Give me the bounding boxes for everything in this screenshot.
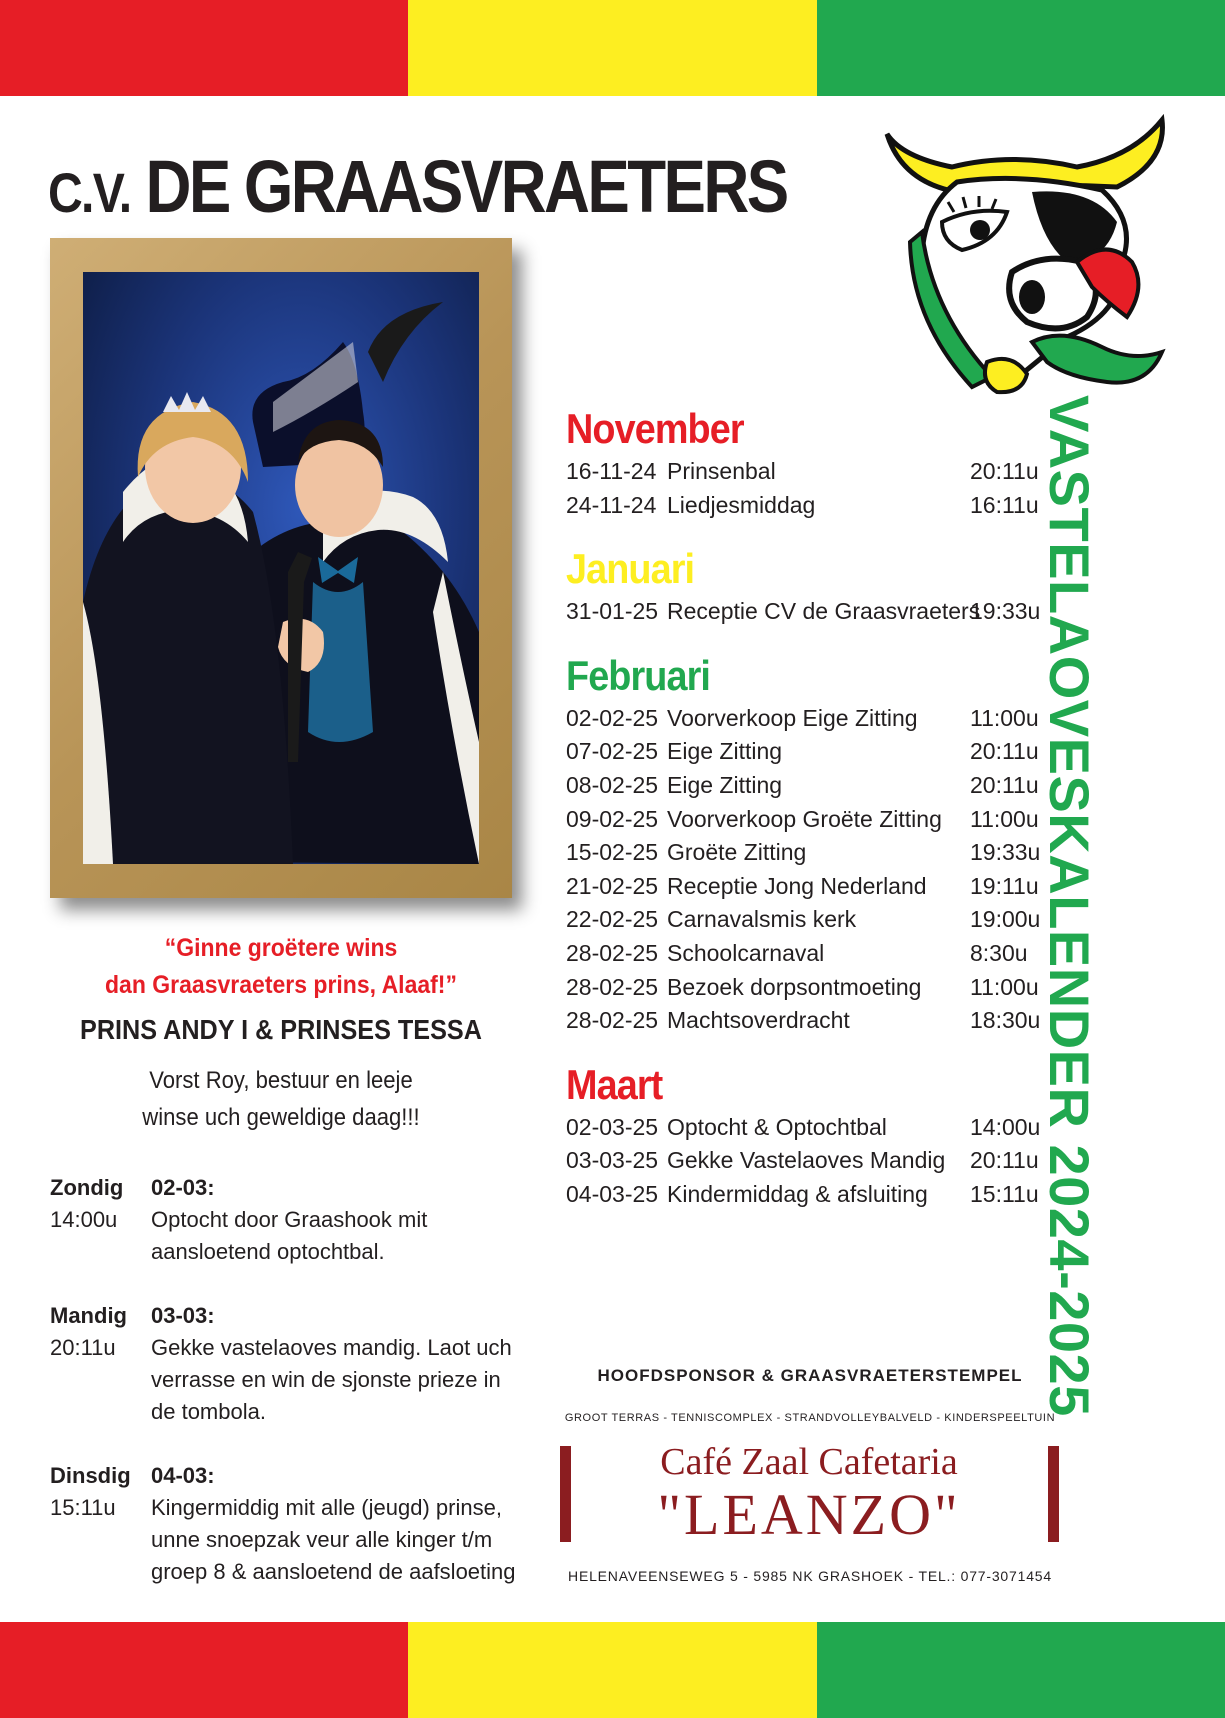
event-date: 28-02-25: [566, 940, 659, 966]
program-day: Dinsdig: [50, 1463, 131, 1488]
event-name: Optocht & Optochtbal: [667, 1113, 887, 1140]
description-line: Optocht door Graashook mit: [151, 1207, 428, 1232]
event-time: 20:11u: [970, 1147, 1039, 1174]
program-time: 15:11u: [50, 1495, 116, 1520]
program-day: Mandig: [50, 1303, 127, 1328]
motto: [68, 930, 493, 1004]
title-prefix: C.V.: [48, 161, 131, 224]
flag-yellow: [408, 1622, 816, 1718]
flag-green: [817, 1622, 1225, 1718]
month-heading: Maart: [566, 1060, 663, 1108]
event-name: Voorverkoop Eige Zitting: [667, 704, 918, 731]
event-date: 16-11-24: [566, 458, 657, 484]
event-time: 11:00u: [970, 805, 1039, 832]
sponsor-subline: GROOT TERRAS - TENNISCOMPLEX - STRANDVOLLEYBALVELD - KINDERSPEELTUIN: [564, 1412, 1056, 1424]
event-name: Liedjesmiddag: [667, 491, 816, 518]
event-name: Prinsenbal: [667, 458, 776, 484]
sponsor-bar-right: [1048, 1446, 1059, 1542]
flag-red: [0, 0, 408, 96]
title-main: DE GRAASVRAETERS: [145, 145, 787, 228]
event-date: 04-03-25: [566, 1181, 659, 1207]
prince-couple-photo: [83, 272, 479, 864]
description-line: unne snoepzak veur alle kinger t/m: [151, 1527, 493, 1552]
event-name: Kindermiddag & afsluiting: [667, 1181, 928, 1207]
month-heading: November: [566, 405, 744, 452]
event-time: 19:33u: [970, 598, 1041, 625]
event-time: 19:33u: [970, 839, 1041, 866]
flag-yellow: [408, 0, 816, 96]
greeting-line-2: winse uch geweldige daag!!!: [142, 1104, 420, 1131]
event-time: 20:11u: [970, 738, 1039, 765]
program-date: 03-03:: [151, 1303, 215, 1328]
event-date: 09-02-25: [566, 805, 659, 832]
calendar-title: VASTELAOVESKALENDER 2024-2025: [1038, 395, 1101, 1417]
event-date: 02-03-25: [566, 1113, 659, 1140]
event-name: Gekke Vastelaoves Mandig: [667, 1147, 946, 1174]
sponsor-heading: HOOFDSPONSOR & GRAASVRAETERSTEMPEL: [597, 1366, 1023, 1385]
sponsor-name: Café Zaal Cafetaria: [660, 1441, 958, 1483]
motto-line-2: dan Graasvraeters prins, Alaaf!”: [105, 971, 457, 999]
event-name: Carnavalsmis kerk: [667, 906, 857, 933]
portrait-frame: [50, 238, 512, 898]
month-heading: Januari: [566, 545, 695, 593]
event-time: 11:00u: [970, 704, 1039, 731]
description-line: verrasse en win de sjonste prieze in: [151, 1367, 501, 1392]
cow-head-icon: [862, 112, 1182, 402]
event-time: 20:11u: [970, 458, 1039, 484]
event-name: Voorverkoop Groëte Zitting: [667, 805, 942, 832]
greeting: [68, 1062, 493, 1136]
event-name: Eige Zitting: [667, 738, 783, 765]
event-date: 08-02-25: [566, 772, 659, 798]
program-description: [151, 1332, 531, 1428]
event-date: 07-02-25: [566, 738, 659, 765]
page-title: [48, 145, 787, 228]
event-time: 11:00u: [970, 973, 1039, 1000]
description-line: groep 8 & aansloetend de aafsloeting: [151, 1559, 516, 1584]
event-name: Receptie Jong Nederland: [667, 872, 927, 899]
event-time: 20:11u: [970, 772, 1039, 798]
sponsor-brand: "LEANZO": [657, 1482, 961, 1547]
event-name: Machtsoverdracht: [667, 1007, 850, 1034]
event-date: 28-02-25: [566, 973, 659, 1000]
event-date: 22-02-25: [566, 906, 659, 933]
event-time: 14:00u: [970, 1113, 1041, 1140]
event-date: 21-02-25: [566, 872, 659, 899]
program-time: 20:11u: [50, 1335, 116, 1360]
sponsor-address: HELENAVEENSEWEG 5 - 5985 NK GRASHOEK - TEL.: 077-3071454: [568, 1568, 1052, 1584]
flag-band-bottom: [0, 1622, 1225, 1718]
month-heading: Februari: [566, 651, 711, 699]
flag-green: [817, 0, 1225, 96]
flag-band-top: [0, 0, 1225, 96]
event-date: 03-03-25: [566, 1147, 659, 1174]
event-time: 19:00u: [970, 906, 1041, 933]
event-name: Schoolcarnaval: [667, 940, 825, 966]
description-line: de tombola.: [151, 1399, 266, 1424]
program-date: 02-03:: [151, 1175, 215, 1200]
program-date: 04-03:: [151, 1463, 215, 1488]
event-name: Bezoek dorpsontmoeting: [667, 973, 922, 1000]
greeting-line-1: Vorst Roy, bestuur en leeje: [149, 1067, 413, 1094]
event-time: 19:11u: [970, 872, 1039, 899]
event-time: 8:30u: [970, 940, 1028, 966]
event-time: 16:11u: [970, 491, 1039, 518]
event-date: 15-02-25: [566, 839, 659, 866]
event-time: 15:11u: [970, 1181, 1039, 1207]
description-line: Gekke vastelaoves mandig. Laot uch: [151, 1335, 512, 1360]
event-date: 28-02-25: [566, 1007, 659, 1034]
program-description: [151, 1492, 531, 1588]
event-date: 24-11-24: [566, 491, 657, 518]
event-name: Receptie CV de Graasvraeters: [667, 598, 981, 625]
event-name: Eige Zitting: [667, 772, 783, 798]
description-line: aansloetend optochtbal.: [151, 1239, 385, 1264]
description-line: Kingermiddig mit alle (jeugd) prinse,: [151, 1495, 502, 1520]
sponsor-bar-left: [560, 1446, 571, 1542]
program-day: Zondig: [50, 1175, 124, 1200]
event-date: 31-01-25: [566, 598, 659, 625]
event-time: 18:30u: [970, 1007, 1041, 1034]
program-description: [151, 1204, 531, 1268]
event-date: 02-02-25: [566, 704, 659, 731]
flag-red: [0, 1622, 408, 1718]
program-time: 14:00u: [50, 1207, 118, 1232]
motto-line-1: “Ginne groëtere wins: [164, 934, 398, 962]
royal-couple-title: PRINS ANDY I & PRINSES TESSA: [80, 1014, 482, 1045]
event-name: Groëte Zitting: [667, 839, 807, 866]
